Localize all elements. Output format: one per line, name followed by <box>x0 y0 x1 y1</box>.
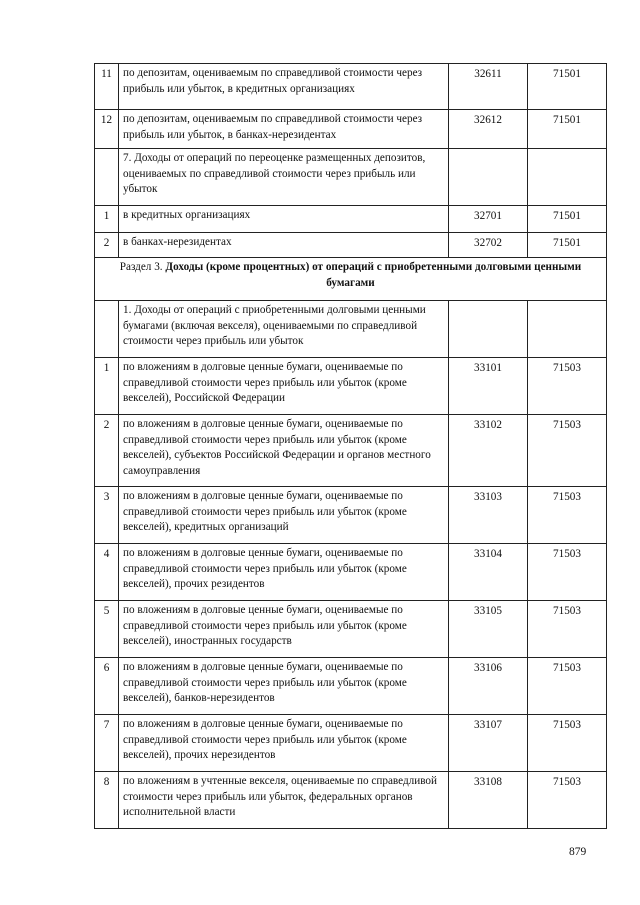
page-number: 879 <box>569 846 587 858</box>
section-header <box>95 258 607 301</box>
row-description: по вложениям в долговые ценные бумаги, оцениваемые по справедливой стоимости через прибыль или убыток (кроме векселей), прочих резидентов <box>119 544 449 601</box>
row-account: 71501 <box>528 233 607 258</box>
row-number: 2 <box>95 415 119 487</box>
row-account: 71503 <box>528 544 607 601</box>
table-row <box>95 658 607 715</box>
row-number: 5 <box>95 601 119 658</box>
table-row <box>95 110 607 149</box>
row-number: 6 <box>95 658 119 715</box>
row-description: 1. Доходы от операций с приобретенными долговыми ценными бумагами (включая векселя), оцениваемыми по справедливой стоимости через прибыль или убыток <box>119 301 449 358</box>
row-number: 7 <box>95 715 119 772</box>
row-description: по вложениям в долговые ценные бумаги, оцениваемые по справедливой стоимости через прибыль или убыток (кроме векселей), банков-нерезидентов <box>119 658 449 715</box>
section-prefix: Раздел 3. <box>119 261 166 273</box>
row-number: 1 <box>95 358 119 415</box>
row-account <box>528 301 607 358</box>
table-row <box>95 487 607 544</box>
table-row <box>95 544 607 601</box>
row-account: 71501 <box>528 64 607 110</box>
row-number: 3 <box>95 487 119 544</box>
row-description: по вложениям в долговые ценные бумаги, оцениваемые по справедливой стоимости через прибыль или убыток (кроме векселей), иностранных государств <box>119 601 449 658</box>
row-account: 71503 <box>528 715 607 772</box>
row-number: 8 <box>95 772 119 829</box>
section-title: Доходы (кроме процентных) от операций с приобретенными долговыми ценными бумагами <box>165 261 582 289</box>
row-description: по вложениям в долговые ценные бумаги, оцениваемые по справедливой стоимости через прибыль или убыток (кроме векселей), кредитных организаций <box>119 487 449 544</box>
row-account: 71501 <box>528 206 607 233</box>
row-account: 71503 <box>528 658 607 715</box>
row-code: 33102 <box>449 415 528 487</box>
row-description: по депозитам, оцениваемым по справедливой стоимости через прибыль или убыток, в кредитных организациях <box>119 64 449 110</box>
section-cell <box>95 258 607 301</box>
row-number <box>95 301 119 358</box>
row-code: 32611 <box>449 64 528 110</box>
row-description: по вложениям в долговые ценные бумаги, оцениваемые по справедливой стоимости через прибыль или убыток (кроме векселей), прочих нерезидентов <box>119 715 449 772</box>
row-number: 2 <box>95 233 119 258</box>
row-code: 33101 <box>449 358 528 415</box>
row-description: по вложениям в долговые ценные бумаги, оцениваемые по справедливой стоимости через прибыль или убыток (кроме векселей), субъектов Российской Федерации и органов местного самоуправления <box>119 415 449 487</box>
row-number: 4 <box>95 544 119 601</box>
row-description: по депозитам, оцениваемым по справедливой стоимости через прибыль или убыток, в банках-нерезидентах <box>119 110 449 149</box>
row-code: 33106 <box>449 658 528 715</box>
row-description: 7. Доходы от операций по переоценке размещенных депозитов, оцениваемых по справедливой стоимости через прибыль или убыток <box>119 149 449 206</box>
row-account: 71503 <box>528 487 607 544</box>
table-row <box>95 206 607 233</box>
table-row <box>95 772 607 829</box>
table-row <box>95 301 607 358</box>
table-row <box>95 233 607 258</box>
accounts-table <box>94 63 607 829</box>
table-row <box>95 149 607 206</box>
document-page <box>94 63 606 829</box>
row-account: 71503 <box>528 601 607 658</box>
row-description: в кредитных организациях <box>119 206 449 233</box>
table-body-bottom <box>95 301 607 829</box>
row-code <box>449 149 528 206</box>
table-row <box>95 64 607 110</box>
row-code <box>449 301 528 358</box>
row-description: по вложениям в учтенные векселя, оцениваемые по справедливой стоимости через прибыль или убыток, федеральных органов исполнительной власти <box>119 772 449 829</box>
table-row <box>95 601 607 658</box>
table-row <box>95 415 607 487</box>
row-account: 71503 <box>528 415 607 487</box>
row-number: 1 <box>95 206 119 233</box>
row-account: 71503 <box>528 358 607 415</box>
section-row <box>95 258 607 301</box>
row-code: 32612 <box>449 110 528 149</box>
row-code: 33107 <box>449 715 528 772</box>
row-description: в банках-нерезидентах <box>119 233 449 258</box>
row-code: 33104 <box>449 544 528 601</box>
row-account: 71501 <box>528 110 607 149</box>
row-account <box>528 149 607 206</box>
row-code: 33105 <box>449 601 528 658</box>
row-code: 32702 <box>449 233 528 258</box>
row-number: 11 <box>95 64 119 110</box>
table-row <box>95 358 607 415</box>
row-description: по вложениям в долговые ценные бумаги, оцениваемые по справедливой стоимости через прибыль или убыток (кроме векселей), Российской Федерации <box>119 358 449 415</box>
row-number: 12 <box>95 110 119 149</box>
row-code: 32701 <box>449 206 528 233</box>
row-code: 33108 <box>449 772 528 829</box>
table-row <box>95 715 607 772</box>
row-number <box>95 149 119 206</box>
row-code: 33103 <box>449 487 528 544</box>
row-account: 71503 <box>528 772 607 829</box>
table-body-top <box>95 64 607 258</box>
